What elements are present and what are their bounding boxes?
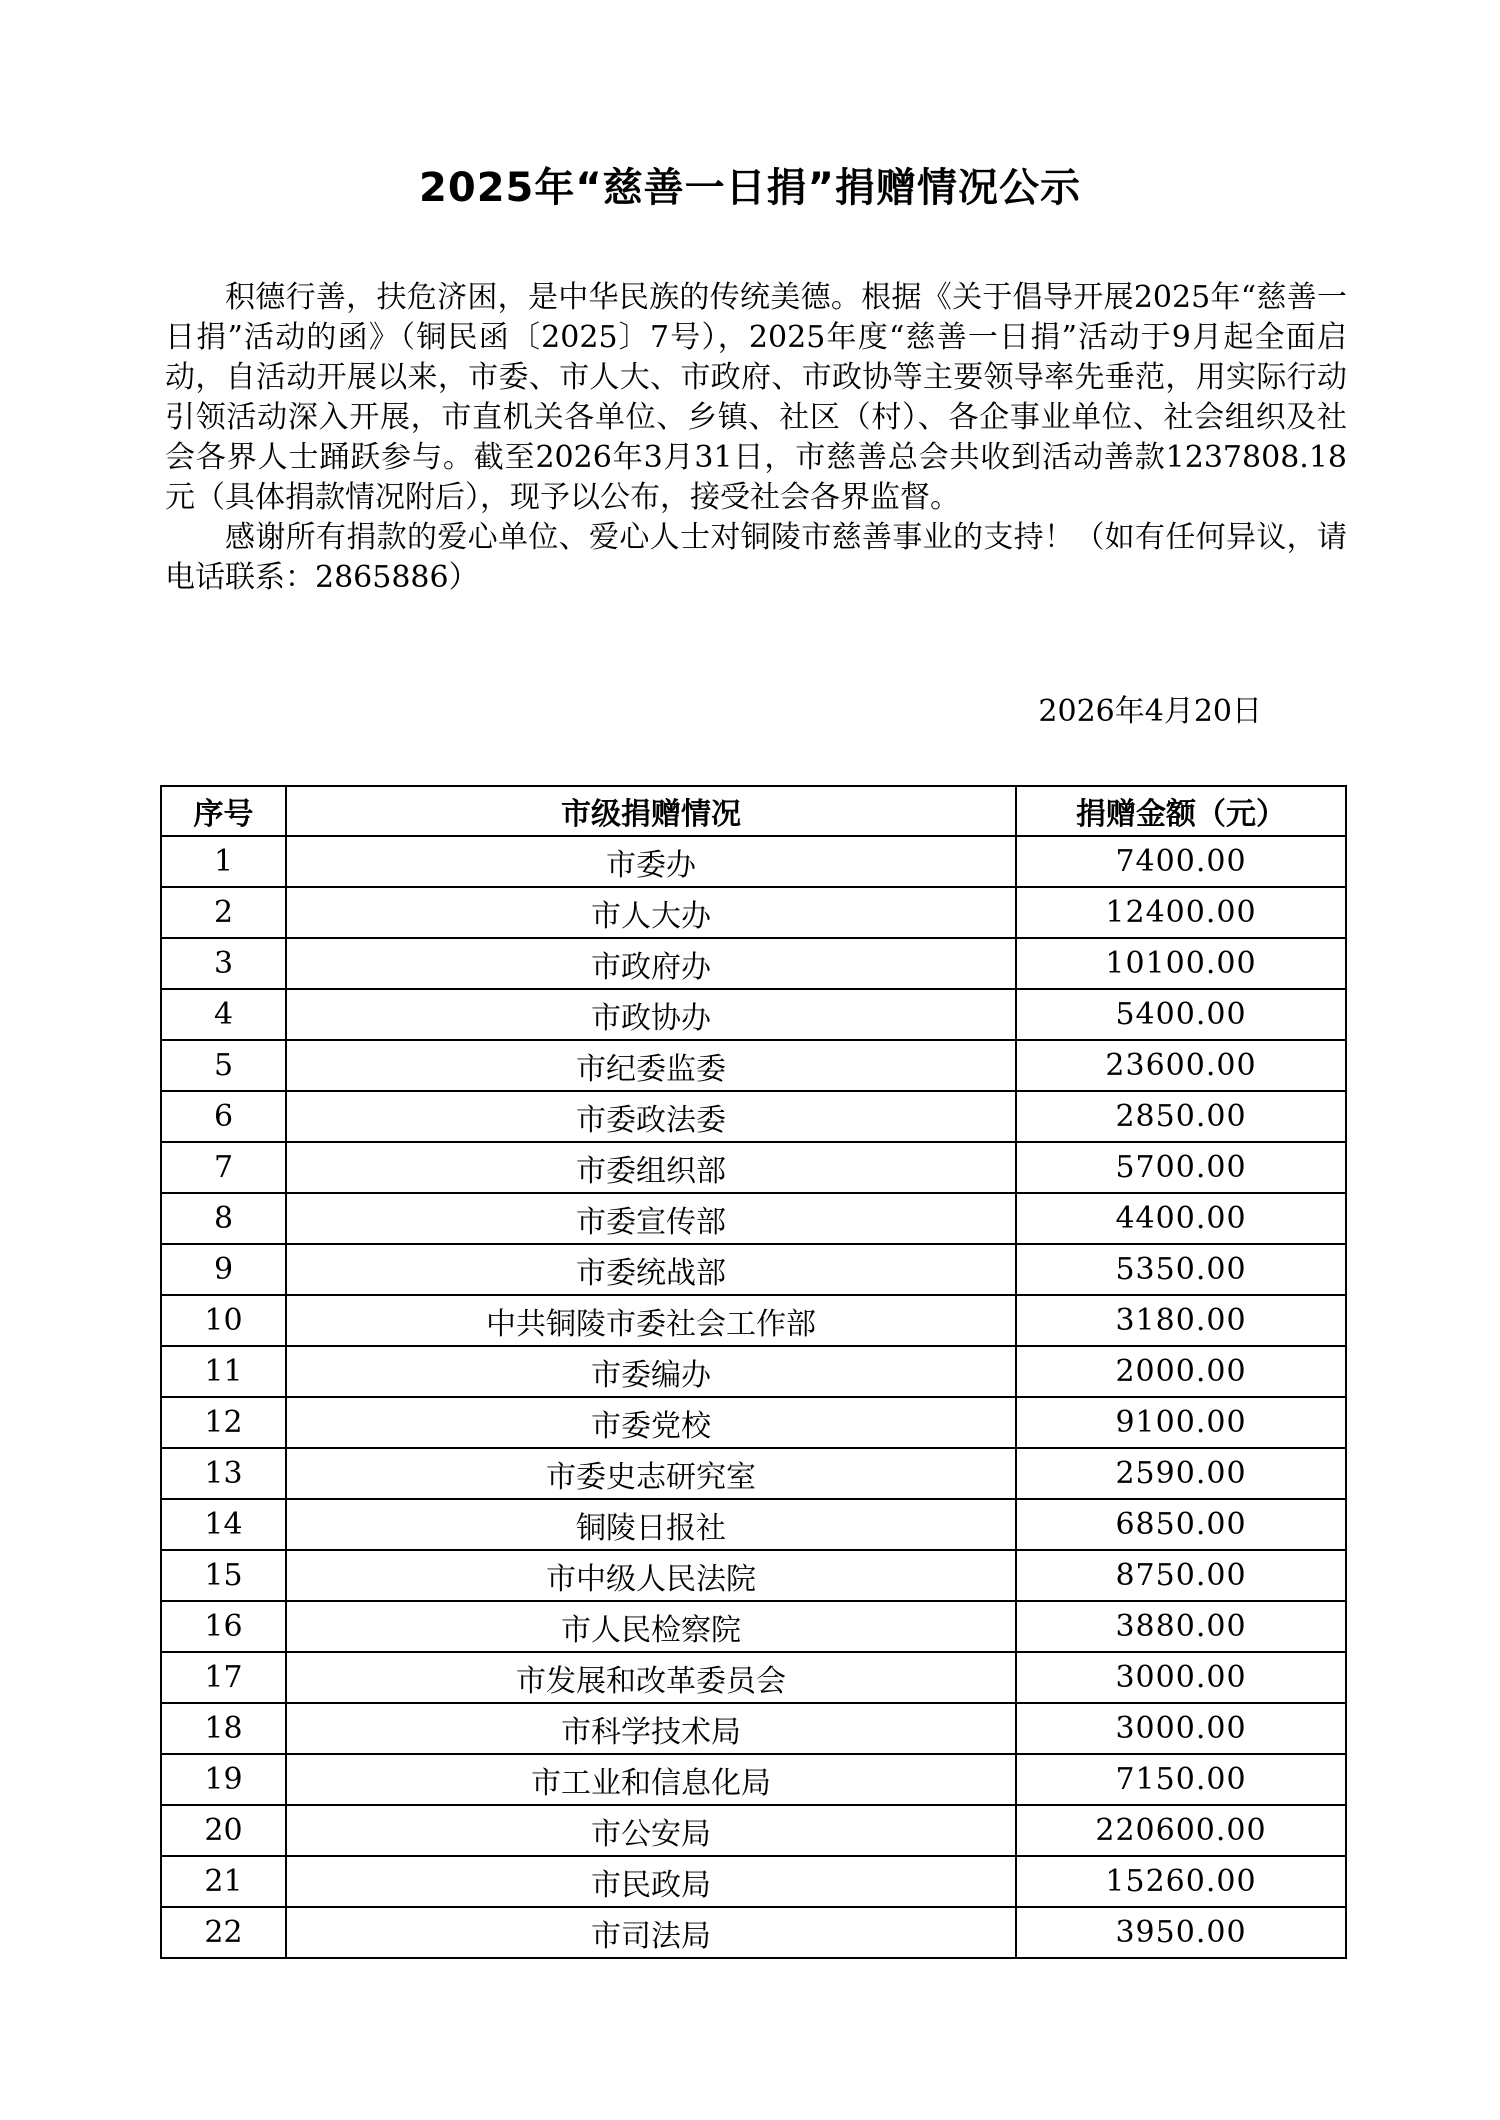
table-row (161, 1295, 1346, 1346)
cell-seq: 6 (161, 1091, 286, 1142)
cell-unit: 市民政局 (286, 1856, 1016, 1907)
table-row (161, 1601, 1346, 1652)
cell-seq: 5 (161, 1040, 286, 1091)
cell-amount: 220600.00 (1016, 1805, 1346, 1856)
cell-unit: 市委编办 (286, 1346, 1016, 1397)
cell-amount: 8750.00 (1016, 1550, 1346, 1601)
table-row (161, 1346, 1346, 1397)
cell-amount: 7150.00 (1016, 1754, 1346, 1805)
cell-seq: 21 (161, 1856, 286, 1907)
table-row (161, 1397, 1346, 1448)
cell-unit: 市委党校 (286, 1397, 1016, 1448)
table-row (161, 1499, 1346, 1550)
cell-seq: 22 (161, 1907, 286, 1958)
table-row (161, 1754, 1346, 1805)
column-header-seq: 序号 (161, 786, 286, 836)
cell-unit: 市纪委监委 (286, 1040, 1016, 1091)
cell-unit: 市委史志研究室 (286, 1448, 1016, 1499)
cell-seq: 16 (161, 1601, 286, 1652)
cell-amount: 4400.00 (1016, 1193, 1346, 1244)
notice-paragraph: 积德行善，扶危济困，是中华民族的传统美德。根据《关于倡导开展2025年“慈善一日捐”活动的函》（铜民函〔2025〕7号），2025年度“慈善一日捐”活动于9月起全面启动，自活动开展以来，市委、市人大、市政府、市政协等主要领导率先垂范，用实际行动引领活动深入开展，市直机关各单位、乡镇、社区（村）、各企事业单位、社会组织及社会各界人士踊跃参与。截至2026年3月31日，市慈善总会共收到活动善款1237808.18元（具体捐款情况附后），现予以公布，接受社会各界监督。 (165, 280, 1347, 515)
notice-paragraph: 感谢所有捐款的爱心单位、爱心人士对铜陵市慈善事业的支持！（如有任何异议，请电话联系：2865886） (165, 520, 1347, 595)
cell-seq: 11 (161, 1346, 286, 1397)
cell-seq: 1 (161, 836, 286, 887)
cell-seq: 19 (161, 1754, 286, 1805)
table-row (161, 887, 1346, 938)
cell-seq: 8 (161, 1193, 286, 1244)
cell-seq: 12 (161, 1397, 286, 1448)
cell-amount: 3950.00 (1016, 1907, 1346, 1958)
cell-amount: 2590.00 (1016, 1448, 1346, 1499)
cell-unit: 市委宣传部 (286, 1193, 1016, 1244)
table-row (161, 1193, 1346, 1244)
cell-unit: 市政府办 (286, 938, 1016, 989)
cell-unit: 市工业和信息化局 (286, 1754, 1016, 1805)
cell-unit: 中共铜陵市委社会工作部 (286, 1295, 1016, 1346)
table-row (161, 1448, 1346, 1499)
table-row (161, 1550, 1346, 1601)
table-row (161, 1703, 1346, 1754)
page-title: 2025年“慈善一日捐”捐赠情况公示 (419, 165, 1081, 211)
column-header-unit: 市级捐赠情况 (286, 786, 1016, 836)
cell-unit: 市人民检察院 (286, 1601, 1016, 1652)
cell-amount: 2850.00 (1016, 1091, 1346, 1142)
cell-seq: 9 (161, 1244, 286, 1295)
cell-amount: 3000.00 (1016, 1652, 1346, 1703)
table-body (161, 836, 1346, 1958)
cell-seq: 4 (161, 989, 286, 1040)
table-row (161, 1652, 1346, 1703)
cell-amount: 15260.00 (1016, 1856, 1346, 1907)
table-row (161, 1805, 1346, 1856)
cell-unit: 市委统战部 (286, 1244, 1016, 1295)
donation-table (160, 785, 1347, 1959)
column-header-amount: 捐赠金额（元） (1016, 786, 1346, 836)
table-row (161, 1856, 1346, 1907)
notice-date: 2026年4月20日 (1038, 694, 1262, 729)
cell-unit: 市中级人民法院 (286, 1550, 1016, 1601)
table-row (161, 989, 1346, 1040)
cell-seq: 20 (161, 1805, 286, 1856)
table-row (161, 1091, 1346, 1142)
cell-seq: 14 (161, 1499, 286, 1550)
cell-amount: 12400.00 (1016, 887, 1346, 938)
table-header-row (161, 786, 1346, 836)
cell-seq: 18 (161, 1703, 286, 1754)
cell-unit: 市司法局 (286, 1907, 1016, 1958)
cell-seq: 2 (161, 887, 286, 938)
cell-amount: 3880.00 (1016, 1601, 1346, 1652)
cell-unit: 市委政法委 (286, 1091, 1016, 1142)
cell-seq: 3 (161, 938, 286, 989)
cell-unit: 铜陵日报社 (286, 1499, 1016, 1550)
cell-amount: 2000.00 (1016, 1346, 1346, 1397)
cell-seq: 7 (161, 1142, 286, 1193)
cell-amount: 23600.00 (1016, 1040, 1346, 1091)
cell-unit: 市发展和改革委员会 (286, 1652, 1016, 1703)
cell-amount: 5700.00 (1016, 1142, 1346, 1193)
notice-body (165, 278, 1347, 598)
cell-amount: 7400.00 (1016, 836, 1346, 887)
table-row (161, 1244, 1346, 1295)
cell-seq: 13 (161, 1448, 286, 1499)
cell-amount: 5400.00 (1016, 989, 1346, 1040)
cell-amount: 5350.00 (1016, 1244, 1346, 1295)
cell-unit: 市政协办 (286, 989, 1016, 1040)
table-row (161, 938, 1346, 989)
cell-amount: 9100.00 (1016, 1397, 1346, 1448)
cell-amount: 3180.00 (1016, 1295, 1346, 1346)
cell-unit: 市公安局 (286, 1805, 1016, 1856)
cell-unit: 市科学技术局 (286, 1703, 1016, 1754)
cell-amount: 3000.00 (1016, 1703, 1346, 1754)
cell-seq: 15 (161, 1550, 286, 1601)
table-row (161, 1040, 1346, 1091)
cell-unit: 市人大办 (286, 887, 1016, 938)
table-row (161, 1142, 1346, 1193)
cell-seq: 17 (161, 1652, 286, 1703)
table-row (161, 1907, 1346, 1958)
cell-unit: 市委组织部 (286, 1142, 1016, 1193)
cell-seq: 10 (161, 1295, 286, 1346)
cell-amount: 10100.00 (1016, 938, 1346, 989)
cell-unit: 市委办 (286, 836, 1016, 887)
table-row (161, 836, 1346, 887)
cell-amount: 6850.00 (1016, 1499, 1346, 1550)
